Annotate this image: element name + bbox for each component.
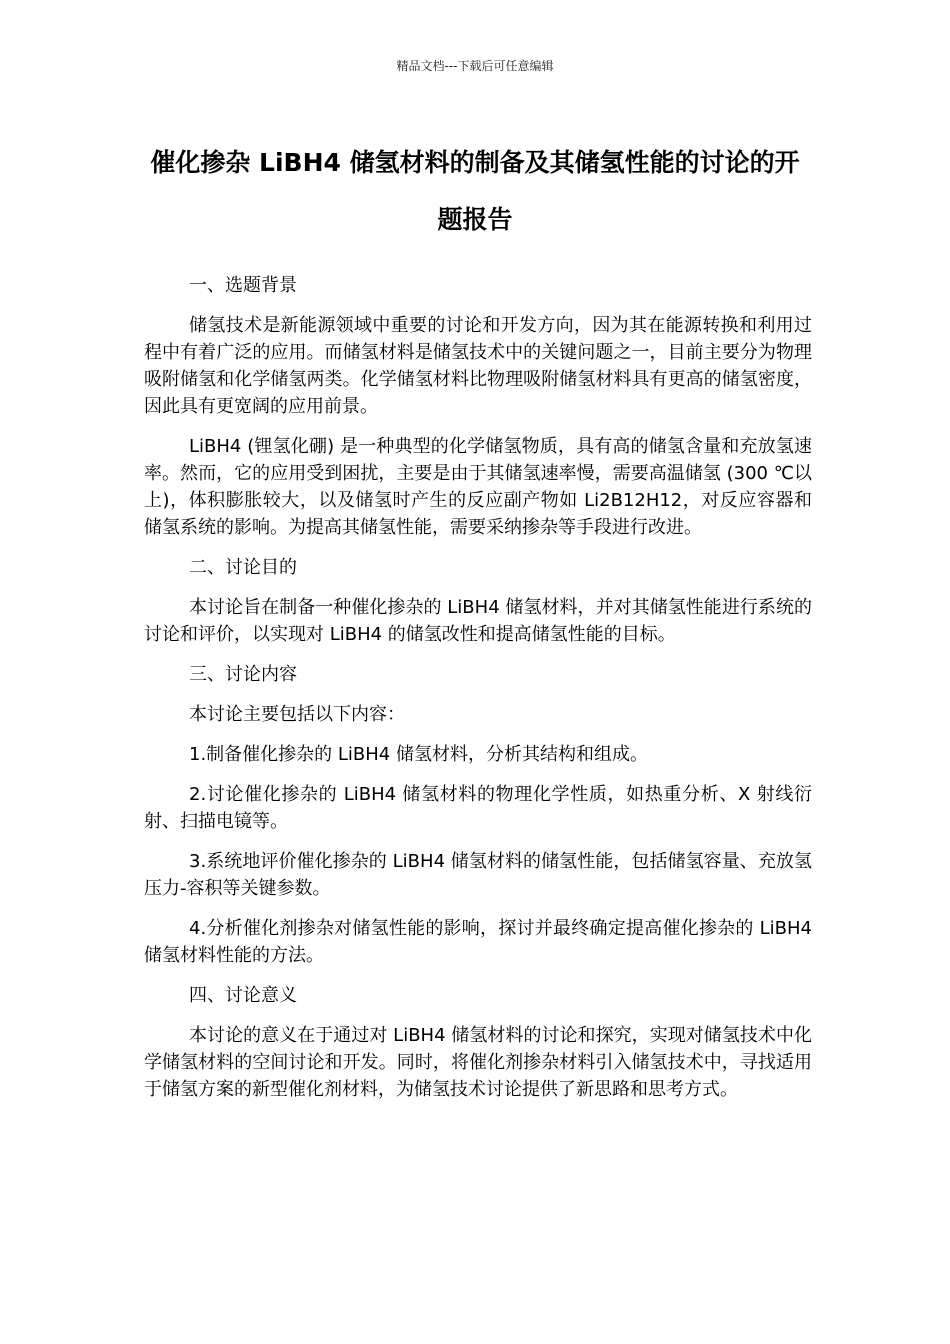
document-title: 催化掺杂 LiBH4 储氢材料的制备及其储氢性能的讨论的开题报告 <box>150 148 800 234</box>
document-body <box>144 272 812 1116</box>
paragraph-significance: 本讨论的意义在于通过对 LiBH4 储氢材料的讨论和探究，实现对储氢技术中化学储氢材料的空间讨论和开发。同时，将催化剂掺杂材料引入储氢技术中，寻找适用于储氢方案的新型催化剂材料，为储氢技术讨论提供了新思路和思考方式。 <box>144 1025 812 1100</box>
paragraph-purpose: 本讨论旨在制备一种催化掺杂的 LiBH4 储氢材料，并对其储氢性能进行系统的讨论和评价，以实现对 LiBH4 的储氢改性和提高储氢性能的目标。 <box>144 597 812 645</box>
list-item-content-3: 3.系统地评价催化掺杂的 LiBH4 储氢材料的储氢性能，包括储氢容量、充放氢压力-容积等关键参数。 <box>144 851 812 899</box>
page-header-note: 精品文档---下载后可任意编辑 <box>396 59 554 73</box>
paragraph-background-1: 储氢技术是新能源领域中重要的讨论和开发方向，因为其在能源转换和利用过程中有着广泛的应用。而储氢材料是储氢技术中的关键问题之一，目前主要分为物理吸附储氢和化学储氢两类。化学储氢材料比物理吸附储氢材料具有更高的储氢密度，因此具有更宽阔的应用前景。 <box>144 315 812 417</box>
section-heading-significance: 四、讨论意义 <box>189 985 297 1006</box>
section-heading-purpose: 二、讨论目的 <box>189 557 297 578</box>
paragraph-background-2: LiBH4 (锂氢化硼) 是一种典型的化学储氢物质，具有高的储氢含量和充放氢速率。然而，它的应用受到困扰，主要是由于其储氢速率慢，需要高温储氢 (300 ℃以上)，体积膨胀较大，以及储氢时产生的反应副产物如 Li2B12H12，对反应容器和储氢系统的影响。为提高其储氢性能，需要采纳掺杂等手段进行改进。 <box>144 436 812 538</box>
paragraph-content-intro: 本讨论主要包括以下内容： <box>189 704 405 725</box>
list-item-content-1: 1.制备催化掺杂的 LiBH4 储氢材料，分析其结构和组成。 <box>189 744 648 765</box>
section-heading-background: 一、选题背景 <box>189 275 297 296</box>
section-heading-content: 三、讨论内容 <box>189 664 297 685</box>
list-item-content-4: 4.分析催化剂掺杂对储氢性能的影响，探讨并最终确定提高催化掺杂的 LiBH4 储氢材料性能的方法。 <box>144 918 812 966</box>
list-item-content-2: 2.讨论催化掺杂的 LiBH4 储氢材料的物理化学性质，如热重分析、X 射线衍射、扫描电镜等。 <box>144 784 812 832</box>
